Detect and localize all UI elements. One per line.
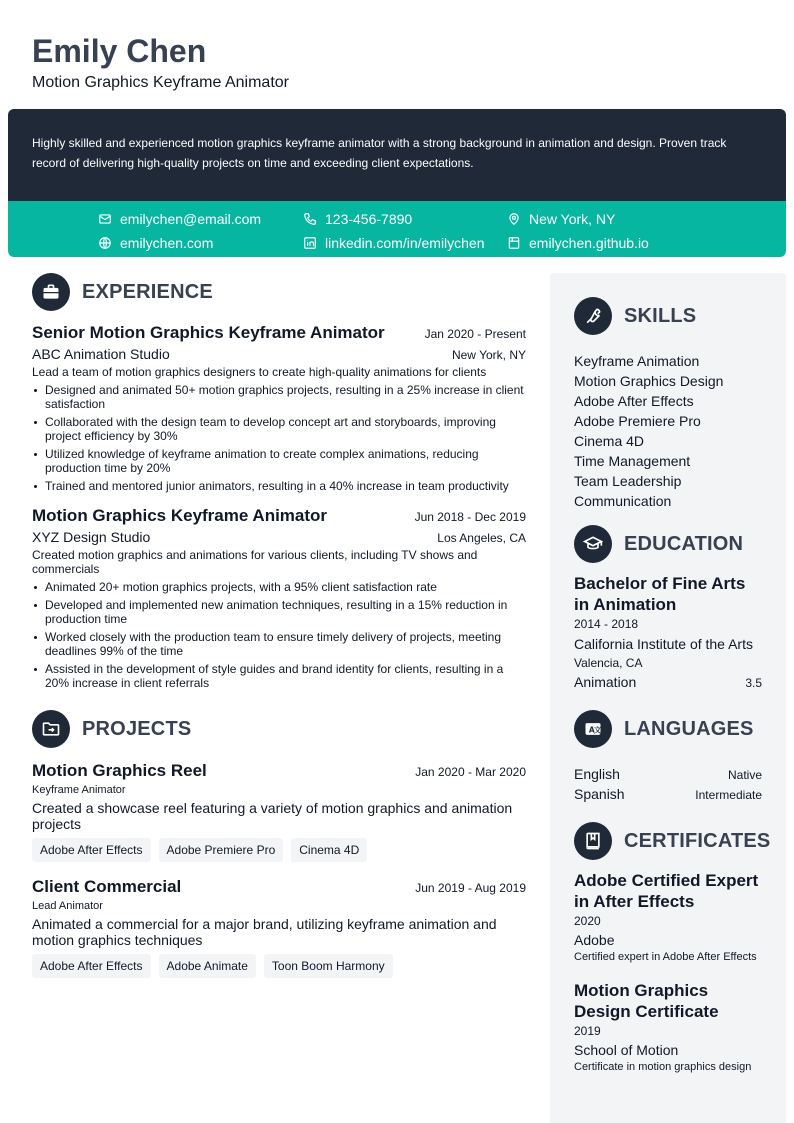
certificate-entry [574,980,762,1074]
certificate-description: Certified expert in Adobe After Effects [574,951,757,963]
job-bullets [32,383,526,493]
skill-item: Adobe After Effects [574,393,694,409]
summary-panel [8,109,786,257]
job-bullet: Trained and mentored junior animators, resulting in a 40% increase in team productivity [32,479,526,493]
project-description: Animated a commercial for a major brand, utilizing keyframe animation and motion graphics techniques [32,916,497,948]
job-bullet: Assisted in the development of style guides and brand identity for clients, resulting in a 20% increase in client referrals [32,662,526,690]
contact-email[interactable] [98,209,261,229]
projects-title: PROJECTS [82,717,192,740]
job-bullet: Utilized knowledge of keyframe animation to create complex animations, reducing production time by 20% [32,447,526,475]
skill-item: Keyframe Animation [574,353,700,369]
languages-header [574,710,762,748]
skill-item: Team Leadership [574,473,682,489]
job-description: Lead a team of motion graphics designers to create high-quality animations for clients [32,365,487,379]
contact-github[interactable] [507,233,649,253]
graduation-cap-icon [574,525,612,563]
project-tag: Adobe Animate [159,954,256,978]
resume-header [32,32,289,92]
experience-title: EXPERIENCE [82,280,213,303]
project-date: Jan 2020 - Mar 2020 [415,765,526,779]
project-tag: Adobe Premiere Pro [159,838,284,862]
job-bullet: Worked closely with the production team to ensure timely delivery of projects, meeting deadlines 99% of the time [32,630,526,658]
skill-item: Motion Graphics Design [574,373,724,389]
project-tags [32,838,526,862]
book-icon [574,822,612,860]
project-description: Created a showcase reel featuring a variety of motion graphics and animation projects [32,800,513,832]
language-name: Spanish [574,786,625,802]
certificate-title: Adobe Certified Expert in After Effects [574,871,759,911]
contact-location-text: New York, NY [529,211,616,227]
skills-title: SKILLS [624,304,697,327]
skill-item: Cinema 4D [574,433,645,449]
education-school: California Institute of the Arts [574,636,753,652]
job-bullets [32,580,526,690]
job-bullet: Developed and implemented new animation techniques, resulting in a 15% reduction in production time [32,598,526,626]
candidate-role: Motion Graphics Keyframe Animator [32,74,289,91]
mail-icon [98,212,112,226]
job-date: Jun 2018 - Dec 2019 [414,510,526,524]
folder-icon [32,710,70,748]
job-company: ABC Animation Studio [32,346,170,362]
certificate-issuer: School of Motion [574,1042,679,1058]
language-name: English [574,766,620,782]
skills-header [574,297,762,335]
contact-website-text: emilychen.com [120,235,214,251]
project-tag: Cinema 4D [291,838,367,862]
contact-bar [8,201,786,257]
svg-text:A: A [588,725,595,735]
linkedin-icon [303,236,317,250]
skill-item: Time Management [574,453,691,469]
language-level: Intermediate [695,788,762,802]
candidate-name: Emily Chen [32,33,207,69]
education-header [574,525,762,563]
portfolio-icon [507,236,521,250]
project-title: Client Commercial [32,877,182,896]
briefcase-icon [32,273,70,311]
job-location: Los Angeles, CA [437,531,526,545]
certificates-header [574,822,771,860]
education-entry [574,573,762,692]
certificate-year: 2020 [574,914,601,928]
map-pin-icon [507,212,521,226]
certificate-entry [574,870,762,964]
wrench-icon [574,297,612,335]
job-title: Motion Graphics Keyframe Animator [32,506,328,525]
globe-icon [98,236,112,250]
job-description: Created motion graphics and animations for various clients, including TV shows and commercials [32,548,478,576]
projects-header [32,710,526,748]
skills-list [574,351,762,511]
job-bullet: Animated 20+ motion graphics projects, with a 95% client satisfaction rate [32,580,526,594]
project-tag: Adobe After Effects [32,954,151,978]
phone-icon [303,212,317,226]
skill-item: Communication [574,493,672,509]
certificate-description: Certificate in motion graphics design [574,1061,752,1073]
education-degree: Bachelor of Fine Arts in Animation [574,574,746,614]
job-location: New York, NY [451,348,526,362]
summary-text: Highly skilled and experienced motion graphics keyframe animator with a strong background in animation and design. Proven track record of delivering high-quality projects on time and exceeding client expectations. [8,109,786,201]
project-title: Motion Graphics Reel [32,761,207,780]
education-years: 2014 - 2018 [574,617,639,631]
job-title: Senior Motion Graphics Keyframe Animator [32,323,385,342]
project-role: Lead Animator [32,900,103,912]
job-bullet: Collaborated with the design team to develop concept art and storyboards, improving project efficiency by 30% [32,415,526,443]
job-company: XYZ Design Studio [32,529,151,545]
languages-list [574,764,762,804]
job-entry [32,322,526,493]
certificate-issuer: Adobe [574,932,615,948]
certificate-title: Motion Graphics Design Certificate [574,981,719,1021]
job-date: Jan 2020 - Present [424,327,526,341]
contact-phone[interactable] [303,209,412,229]
education-title: EDUCATION [624,532,744,555]
contact-github-text: emilychen.github.io [529,235,649,251]
contact-location [507,209,615,229]
job-entry [32,505,526,690]
project-entry [32,760,526,862]
certificate-year: 2019 [574,1024,601,1038]
svg-text:文: 文 [593,725,602,735]
education-location: Valencia, CA [574,656,643,670]
project-tag: Toon Boom Harmony [264,954,393,978]
sidebar [550,273,786,1123]
education-field: Animation [574,674,637,690]
translate-icon [574,710,612,748]
contact-linkedin-text: linkedin.com/in/emilychen [325,235,485,251]
contact-website[interactable] [98,233,213,253]
project-tag: Adobe After Effects [32,838,151,862]
experience-header [32,273,526,311]
project-date: Jun 2019 - Aug 2019 [415,881,526,895]
skill-item: Adobe Premiere Pro [574,413,701,429]
project-entry [32,876,526,978]
contact-email-text: emilychen@email.com [120,211,262,227]
project-tags [32,954,526,978]
project-role: Keyframe Animator [32,784,126,796]
language-row [574,784,762,804]
job-bullet: Designed and animated 50+ motion graphics projects, resulting in a 25% increase in client satisfaction [32,383,526,411]
certificates-title: CERTIFICATES [624,829,771,852]
languages-title: LANGUAGES [624,717,754,740]
language-row [574,764,762,784]
main-column [32,273,526,978]
education-gpa: 3.5 [745,676,762,690]
contact-phone-text: 123-456-7890 [325,211,413,227]
language-level: Native [727,768,762,782]
contact-linkedin[interactable] [303,233,485,253]
